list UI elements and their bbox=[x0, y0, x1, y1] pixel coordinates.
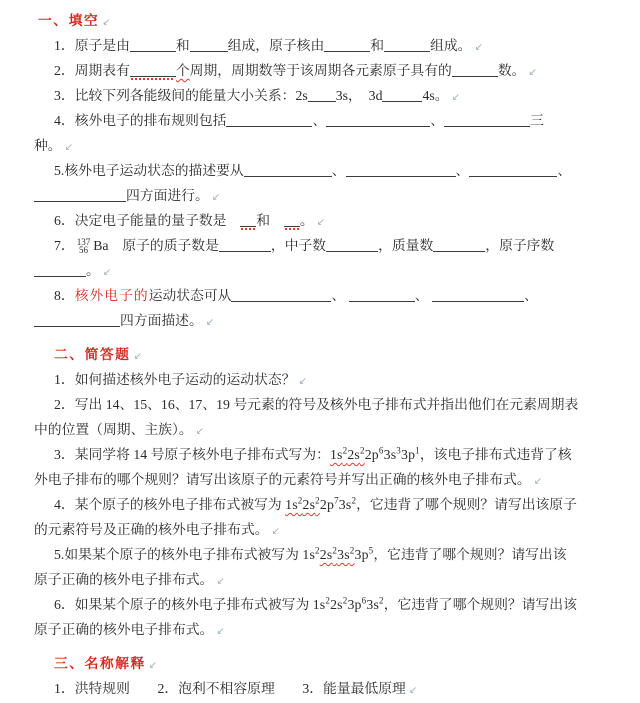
paragraph-mark-icon: ↙ bbox=[451, 92, 460, 103]
text: 、 bbox=[523, 288, 538, 303]
text: ，质量数 bbox=[378, 238, 434, 253]
text: ，它违背了哪个规则？请写出该原子 bbox=[356, 497, 577, 512]
s1-q1 bbox=[34, 33, 620, 58]
fill-in-blank bbox=[130, 36, 176, 52]
fill-in-blank bbox=[452, 61, 498, 77]
s1-q7-line2 bbox=[34, 258, 620, 283]
fill-in-blank bbox=[469, 161, 557, 177]
text: Ba 原子的质子数是 bbox=[93, 238, 219, 253]
s2-q6-line2 bbox=[34, 617, 620, 642]
orbital-term: $1s^2$ bbox=[329, 445, 348, 462]
electron-count-superscript: 2 bbox=[297, 495, 303, 506]
text: 、 bbox=[331, 288, 349, 303]
fill-in-blank bbox=[231, 286, 331, 302]
fill-in-blank bbox=[190, 36, 228, 52]
s2-q5-line1 bbox=[34, 542, 620, 567]
text: 1．原子是由 bbox=[54, 38, 130, 53]
section1-heading bbox=[34, 8, 620, 33]
paragraph-mark-icon: ↙ bbox=[195, 426, 205, 437]
electron-count-superscript: 5 bbox=[368, 545, 374, 556]
electron-count-superscript: 2 bbox=[359, 445, 365, 456]
text: 3．比较下列各能级间的能量大小关系：2s bbox=[54, 88, 308, 103]
paragraph-mark-icon: ↙ bbox=[528, 67, 537, 78]
text: 2．写出 14、15、16、17、19 号元素的符号及核外电子排布式并指出他们在元素周期表 bbox=[54, 397, 579, 412]
fill-in-blank bbox=[130, 61, 176, 77]
section2-heading bbox=[34, 342, 620, 367]
text: 原子正确的核外电子排布式。 bbox=[34, 572, 214, 587]
orbital-term: $1s^2$ bbox=[285, 495, 303, 512]
electron-count-superscript: 2 bbox=[325, 595, 331, 606]
orbital-term: $2p^7$ bbox=[319, 495, 339, 512]
s2-q6-line1 bbox=[34, 592, 620, 617]
s1-q8-line1 bbox=[34, 283, 620, 308]
fill-in-blank bbox=[284, 211, 300, 227]
paragraph-mark-icon: ↙ bbox=[211, 192, 221, 203]
fill-in-blank bbox=[240, 211, 256, 227]
paragraph-mark-icon: ↙ bbox=[148, 660, 158, 671]
orbital-term: $1s^2$ bbox=[312, 595, 331, 612]
electron-count-superscript: 2 bbox=[342, 595, 348, 606]
orbital-term: $3s^3$ bbox=[383, 445, 401, 462]
s2-q5-line2 bbox=[34, 567, 620, 592]
text: 4．核外电子的排布规则包括 bbox=[54, 113, 227, 128]
electron-count-superscript: 6 bbox=[361, 595, 367, 606]
paragraph-mark-icon: ↙ bbox=[316, 217, 326, 228]
s2-q3-line1 bbox=[34, 442, 620, 467]
text: 数。 bbox=[497, 63, 526, 78]
fill-in-blank bbox=[326, 236, 378, 252]
text: 2．周期表有 bbox=[54, 63, 130, 78]
text: 4s。 bbox=[422, 88, 449, 103]
text: 三 bbox=[530, 113, 544, 128]
orbital-term: $1s^2$ bbox=[302, 545, 320, 562]
text: 7． bbox=[54, 238, 75, 253]
s1-q6 bbox=[34, 208, 620, 233]
document-body bbox=[34, 8, 620, 701]
text: 四方面进行。 bbox=[126, 188, 209, 203]
electron-count-superscript: 2 bbox=[332, 545, 338, 556]
text: 3．某同学将 14 号原子核外电子排布式写为： bbox=[54, 447, 330, 462]
text: 3s， 3d bbox=[335, 88, 383, 103]
text: 和 bbox=[175, 38, 190, 53]
s3-terms bbox=[34, 676, 620, 701]
orbital-term: $3p^6$ bbox=[347, 595, 367, 612]
text: 组成。 bbox=[430, 38, 472, 53]
s1-q4-line2 bbox=[34, 133, 620, 158]
text: 四方面描述。 bbox=[120, 313, 203, 328]
text: 1．洪特规则 2．泡利不相容原理 3．能量最低原理 bbox=[54, 681, 406, 696]
text: 6．决定电子能量的量子数是 bbox=[54, 213, 241, 228]
section-heading-text: 一、填空 bbox=[38, 13, 100, 28]
s1-q2 bbox=[34, 58, 620, 83]
paragraph-mark-icon: ↙ bbox=[133, 351, 142, 362]
text: 1．如何描述核外电子运动的运动状态？ bbox=[54, 372, 296, 387]
fill-in-blank bbox=[34, 186, 126, 202]
text: 。 bbox=[299, 213, 314, 228]
text: 、 bbox=[557, 163, 572, 178]
paragraph-mark-icon: ↙ bbox=[216, 626, 225, 637]
orbital-term: $2s^2$ bbox=[319, 545, 338, 562]
text: 、 bbox=[312, 113, 327, 128]
text: 6．如果某个原子的核外电子排布式被写为 bbox=[54, 597, 313, 612]
electron-configuration bbox=[302, 547, 373, 562]
fill-in-blank bbox=[444, 111, 530, 127]
text-spellcheck: 个 bbox=[175, 63, 190, 78]
fill-in-blank bbox=[433, 236, 485, 252]
s1-q4-line1 bbox=[34, 108, 620, 133]
text: 、 bbox=[331, 163, 346, 178]
text: 和 bbox=[370, 38, 385, 53]
s2-q3-line2 bbox=[34, 467, 620, 492]
fill-in-blank bbox=[244, 161, 332, 177]
fill-in-blank bbox=[384, 36, 430, 52]
paragraph-mark-icon: ↙ bbox=[102, 267, 112, 278]
electron-count-superscript: 2 bbox=[379, 595, 384, 606]
electron-count-superscript: 3 bbox=[396, 445, 401, 456]
text: 运动状态可从 bbox=[148, 288, 232, 303]
fill-in-blank bbox=[382, 86, 422, 102]
section-heading-text: 二、简答题 bbox=[54, 347, 131, 362]
section3-heading bbox=[34, 651, 620, 676]
isotope-mass-number-stack bbox=[77, 238, 91, 255]
orbital-term: $3p^5$ bbox=[354, 545, 374, 562]
text: 5.核外电子运动状态的描述要从 bbox=[54, 163, 244, 178]
electron-count-superscript: 2 bbox=[342, 445, 348, 456]
text: 、 bbox=[430, 113, 445, 128]
s2-q4-line1 bbox=[34, 492, 620, 517]
text: ，原子序数 bbox=[485, 238, 555, 253]
electron-count-superscript: 6 bbox=[378, 445, 384, 456]
text: 、 bbox=[414, 288, 432, 303]
electron-count-superscript: 2 bbox=[315, 545, 320, 556]
electron-configuration bbox=[285, 497, 356, 512]
s1-q3 bbox=[34, 83, 620, 108]
paragraph-mark-icon: ↙ bbox=[533, 476, 543, 487]
paragraph-mark-icon: ↙ bbox=[298, 376, 307, 387]
s2-q1 bbox=[34, 367, 620, 392]
text: 。 bbox=[86, 263, 100, 278]
s2-q2-line2 bbox=[34, 417, 620, 442]
fill-in-blank bbox=[349, 286, 415, 302]
electron-count-superscript: 2 bbox=[349, 545, 355, 556]
paragraph-mark-icon: ↙ bbox=[474, 42, 483, 53]
paragraph-mark-icon: ↙ bbox=[271, 526, 280, 537]
electron-configuration bbox=[330, 447, 420, 462]
orbital-term: $2p^6$ bbox=[364, 445, 384, 462]
text: 种。 bbox=[34, 138, 62, 153]
orbital-term: $3p^1$ bbox=[400, 445, 420, 462]
fill-in-blank bbox=[326, 111, 430, 127]
text: ，该电子排布式违背了核 bbox=[419, 447, 572, 462]
electron-configuration bbox=[313, 597, 384, 612]
orbital-term: $2s^2$ bbox=[302, 495, 320, 512]
orbital-term: $3s^2$ bbox=[366, 595, 384, 612]
s1-q8-line2 bbox=[34, 308, 620, 333]
s2-q4-line2 bbox=[34, 517, 620, 542]
fill-in-blank bbox=[308, 86, 336, 102]
orbital-term: $2s^2$ bbox=[347, 445, 365, 462]
mass-number: 137 bbox=[76, 236, 91, 247]
text: 外电子排布的哪个规则？请写出该原子的元素符号并写出正确的核外电子排布式。 bbox=[34, 472, 531, 487]
s2-q2-line1 bbox=[34, 392, 620, 417]
fill-in-blank bbox=[432, 286, 524, 302]
paragraph-mark-icon: ↙ bbox=[64, 142, 73, 153]
orbital-term: $2s^2$ bbox=[330, 595, 348, 612]
text: 组成，原子核由 bbox=[227, 38, 325, 53]
paragraph-mark-icon: ↙ bbox=[205, 317, 215, 328]
section-heading-text: 三、名称解释 bbox=[54, 656, 146, 671]
text: 5.如果某个原子的核外电子排布式被写为 bbox=[54, 547, 303, 562]
atomic-number: 56 bbox=[78, 245, 88, 255]
text: 的元素符号及正确的核外电子排布式。 bbox=[34, 522, 269, 537]
fill-in-blank bbox=[34, 261, 86, 277]
text: 原子正确的核外电子排布式。 bbox=[34, 622, 214, 637]
text: 4．某个原子的核外电子排布式被写为 bbox=[54, 497, 286, 512]
fill-in-blank bbox=[34, 311, 120, 327]
paragraph-mark-icon: ↙ bbox=[408, 685, 418, 696]
text: 周期，周期数等于该周期各元素原子具有的 bbox=[189, 63, 452, 78]
s1-q7-line1 bbox=[34, 233, 620, 258]
fill-in-blank bbox=[226, 111, 312, 127]
text: 和 bbox=[256, 213, 284, 228]
paragraph-mark-icon: ↙ bbox=[216, 576, 225, 587]
s1-q5-line1 bbox=[34, 158, 620, 183]
text: ，它违背了哪个规则？请写出该 bbox=[383, 597, 577, 612]
text: 中的位置（周期、主族）。 bbox=[34, 422, 193, 437]
fill-in-blank bbox=[324, 36, 370, 52]
text: 、 bbox=[455, 163, 470, 178]
text: 8． bbox=[54, 288, 75, 303]
fill-in-blank bbox=[346, 161, 456, 177]
red-text: 核外电子的 bbox=[74, 288, 149, 303]
text: ，中子数 bbox=[270, 238, 327, 253]
text: ，它违背了哪个规则？请写出该 bbox=[373, 547, 567, 562]
electron-count-superscript: 7 bbox=[334, 495, 339, 506]
s1-q5-line2 bbox=[34, 183, 620, 208]
orbital-term: $3s^2$ bbox=[337, 545, 355, 562]
electron-count-superscript: 2 bbox=[351, 495, 357, 506]
electron-count-superscript: 2 bbox=[315, 495, 320, 506]
orbital-term: $3s^2$ bbox=[338, 495, 357, 512]
fill-in-blank bbox=[219, 236, 271, 252]
paragraph-mark-icon: ↙ bbox=[102, 17, 111, 28]
electron-count-superscript: 1 bbox=[415, 445, 420, 456]
